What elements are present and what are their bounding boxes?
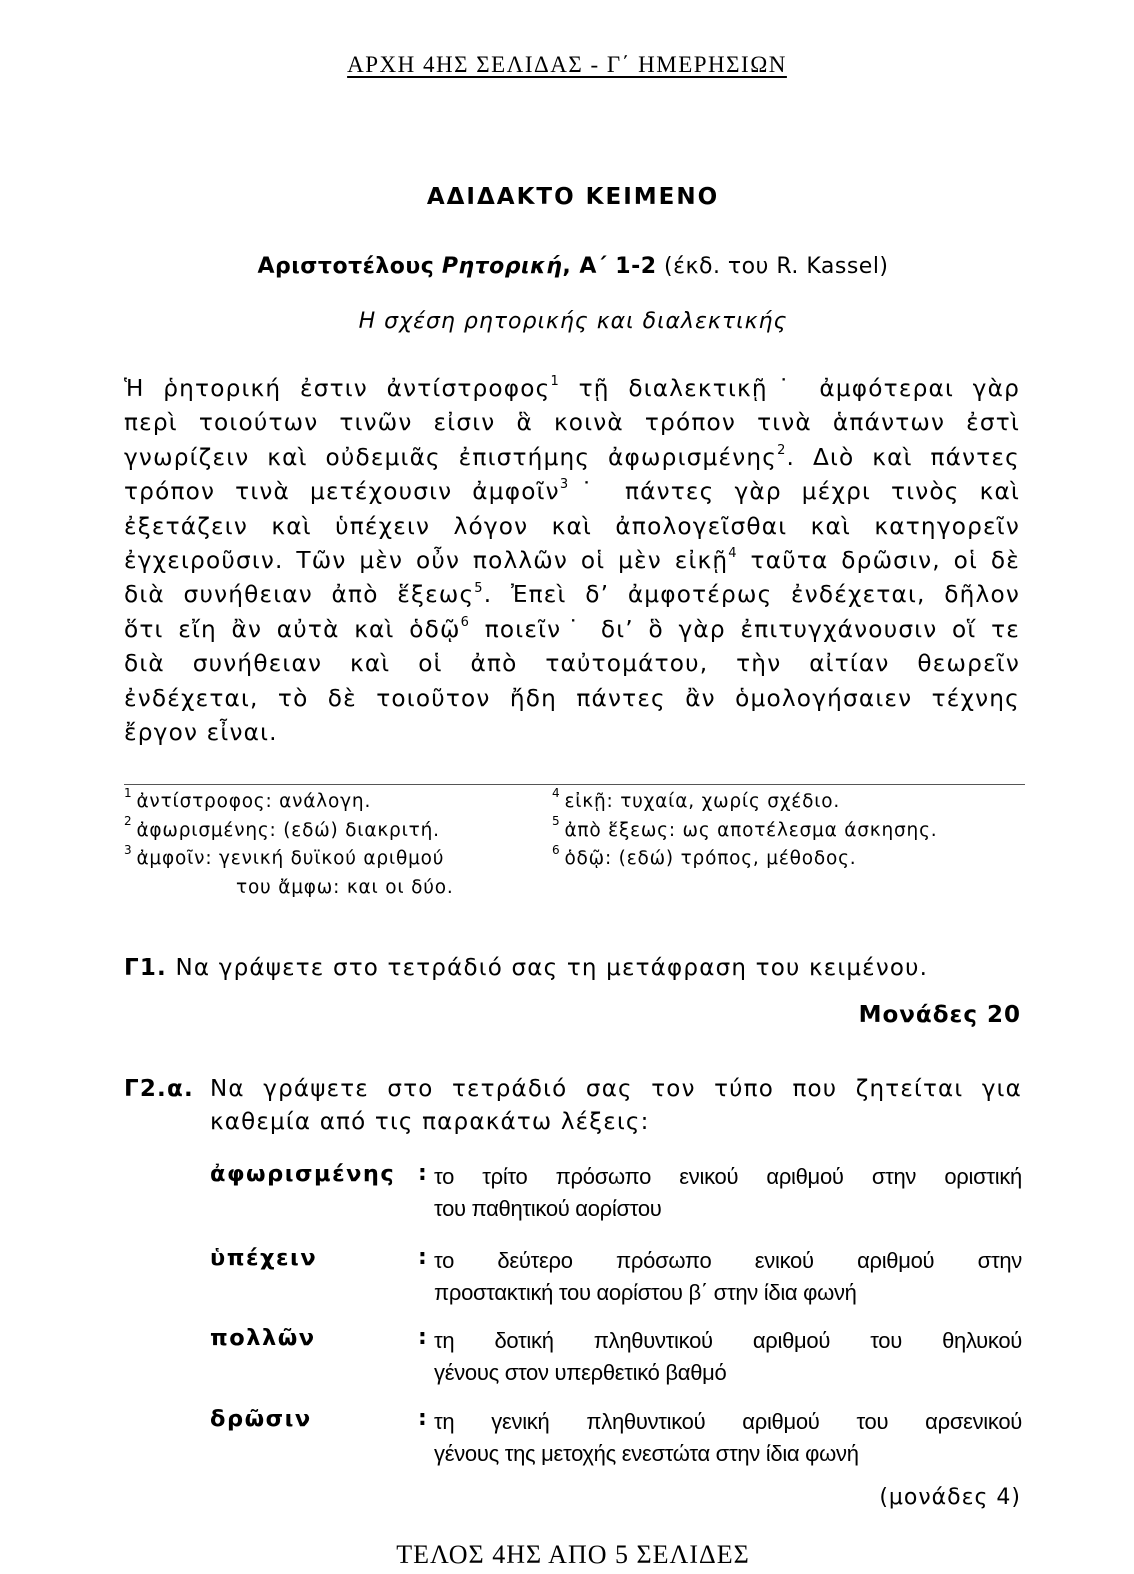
item-description: τη γενική πληθυντικού αριθμού του αρσενικού γένους της μετοχής ενεστώτα στην ίδια φωνή xyxy=(434,1409,1022,1466)
footnotes-left-column xyxy=(124,785,544,902)
source-edition: (έκδ. του R. Kassel) xyxy=(656,254,889,279)
footnote-ref: 5 xyxy=(474,580,484,596)
footnote-continuation: του ἄμφω: και οι δύο. xyxy=(236,876,454,898)
footnotes-right-column xyxy=(552,785,1022,874)
passage-line: τρόπον τινὰ μετέχουσιν ἀμφοῖν$^3$˙ πάντες γὰρ μέχρι τινὸς καὶ xyxy=(124,477,1020,506)
question-text: Να γράψετε στο τετράδιό σας τον τύπο που ζητείται για καθεμία από τις παρακάτω λέξεις: xyxy=(210,1076,1022,1135)
item-description: το δεύτερο πρόσωπο ενικού αριθμού στην προστακτική του αορίστου β΄ στην ίδια φωνή xyxy=(434,1248,1022,1305)
item-description: το τρίτο πρόσωπο ενικού αριθμού στην οριστική του παθητικού αορίστου xyxy=(434,1164,1022,1221)
footnote: $^3$ ἀμφοῖν: γενική δυϊκού αριθμού xyxy=(124,842,445,869)
page-footer: ΤΕΛΟΣ 4ΗΣ ΑΠΟ 5 ΣΕΛΙΔΕΣ xyxy=(396,1540,750,1569)
item-colon: : xyxy=(418,1161,427,1186)
section-title: ΑΔΙΔΑΚΤΟ ΚΕΙΜΕΝΟ xyxy=(426,184,720,210)
passage-line: διὰ συνήθειαν καὶ οἱ ἀπὸ ταὐτομάτου, τὴν αἰτίαν θεωρεῖν xyxy=(124,650,1020,678)
passage-line: ἐγχειροῦσιν. Τῶν μὲν οὖν πολλῶν οἱ μὲν εἰκῇ$^4$ ταῦτα δρῶσιν, οἱ δὲ xyxy=(124,546,1020,575)
item-word: ἀφωρισμένης xyxy=(210,1161,396,1187)
question-g2a-marks: (μονάδες 4) xyxy=(879,1485,1021,1510)
item-word: δρῶσιν xyxy=(210,1406,312,1432)
page-header xyxy=(0,52,1134,78)
item-colon: : xyxy=(418,1406,427,1431)
footnote-divider xyxy=(124,784,1025,785)
item-colon: : xyxy=(418,1245,427,1270)
footnote-ref: 1 xyxy=(550,374,560,390)
passage-line: ὅτι εἴη ἂν αὐτὰ καὶ ὁδῷ$^6$ ποιεῖν˙ δι’ ὃ γὰρ ἐπιτυγχάνουσιν οἵ τε xyxy=(124,615,1021,643)
footnote: $^6$ ὁδῷ: (εδώ) τρόπος, μέθοδος. xyxy=(552,842,857,869)
passage-line: ἔργον εἶναι. xyxy=(124,719,278,747)
question-g1 xyxy=(124,955,1024,981)
source-citation xyxy=(0,254,1134,279)
passage-line: γνωρίζειν καὶ οὐδεμιᾶς ἐπιστήμης ἀφωρισμένης$^2$. Διὸ καὶ πάντες xyxy=(124,443,1020,471)
passage-line: περὶ τοιούτων τινῶν εἰσιν ἃ κοινὰ τρόπον τινὰ ἁπάντων ἐστὶ xyxy=(124,409,1020,437)
source-author: Αριστοτέλους xyxy=(257,254,435,279)
source-work: Ρητορική xyxy=(441,254,563,279)
page-start-label: ΑΡΧΗ 4ΗΣ ΣΕΛΙΔΑΣ - Γ΄ ΗΜΕΡΗΣΙΩΝ xyxy=(347,52,787,77)
passage-subtitle: Η σχέση ρητορικής και διαλεκτικής xyxy=(358,309,788,334)
footnote-ref: 6 xyxy=(460,615,471,631)
footnote-ref: 3 xyxy=(559,477,570,493)
question-label: Γ1. xyxy=(124,955,167,981)
passage-line: ἐξετάζειν καὶ ὑπέχειν λόγον καὶ ἀπολογεῖσθαι καὶ κατηγορεῖν xyxy=(124,512,1020,540)
question-g1-marks: Μονάδες 20 xyxy=(858,1002,1021,1028)
footnote: $^1$ ἀντίστροφος: ανάλογη. xyxy=(124,785,372,812)
question-label: Γ2.α. xyxy=(124,1076,194,1102)
question-text: Να γράψετε στο τετράδιό σας τη μετάφραση του κειμένου. xyxy=(167,955,929,981)
passage-line: Ἡ ῥητορική ἐστιν ἀντίστροφος$^1$ τῇ διαλεκτικῇ˙ ἀμφότεραι γὰρ xyxy=(124,374,1020,402)
source-ref: , Α΄ 1-2 xyxy=(562,254,657,279)
passage-line: διὰ συνήθειαν ἀπὸ ἕξεως$^5$. Ἐπεὶ δ’ ἀμφοτέρως ἐνδέχεται, δῆλον xyxy=(124,580,1020,609)
footnote: $^2$ ἀφωρισμένης: (εδώ) διακριτή. xyxy=(124,814,440,841)
footnote-ref: 4 xyxy=(728,546,738,562)
footnote: $^5$ ἀπὸ ἕξεως: ως αποτέλεσμα άσκησης. xyxy=(552,814,938,841)
item-word: πολλῶν xyxy=(210,1325,316,1351)
item-colon: : xyxy=(418,1325,427,1350)
passage-line: ἐνδέχεται, τὸ δὲ τοιοῦτον ἤδη πάντες ἂν ὁμολογήσαιεν τέχνης xyxy=(124,684,1020,712)
footnote-ref: 2 xyxy=(777,443,787,459)
greek-passage xyxy=(124,372,1020,750)
item-description: τη δοτική πληθυντικού αριθμού του θηλυκού γένους στον υπερθετικό βαθμό xyxy=(434,1328,1022,1385)
item-word: ὑπέχειν xyxy=(210,1245,318,1271)
footnote: $^4$ εἰκῇ: τυχαία, χωρίς σχέδιο. xyxy=(552,785,841,812)
